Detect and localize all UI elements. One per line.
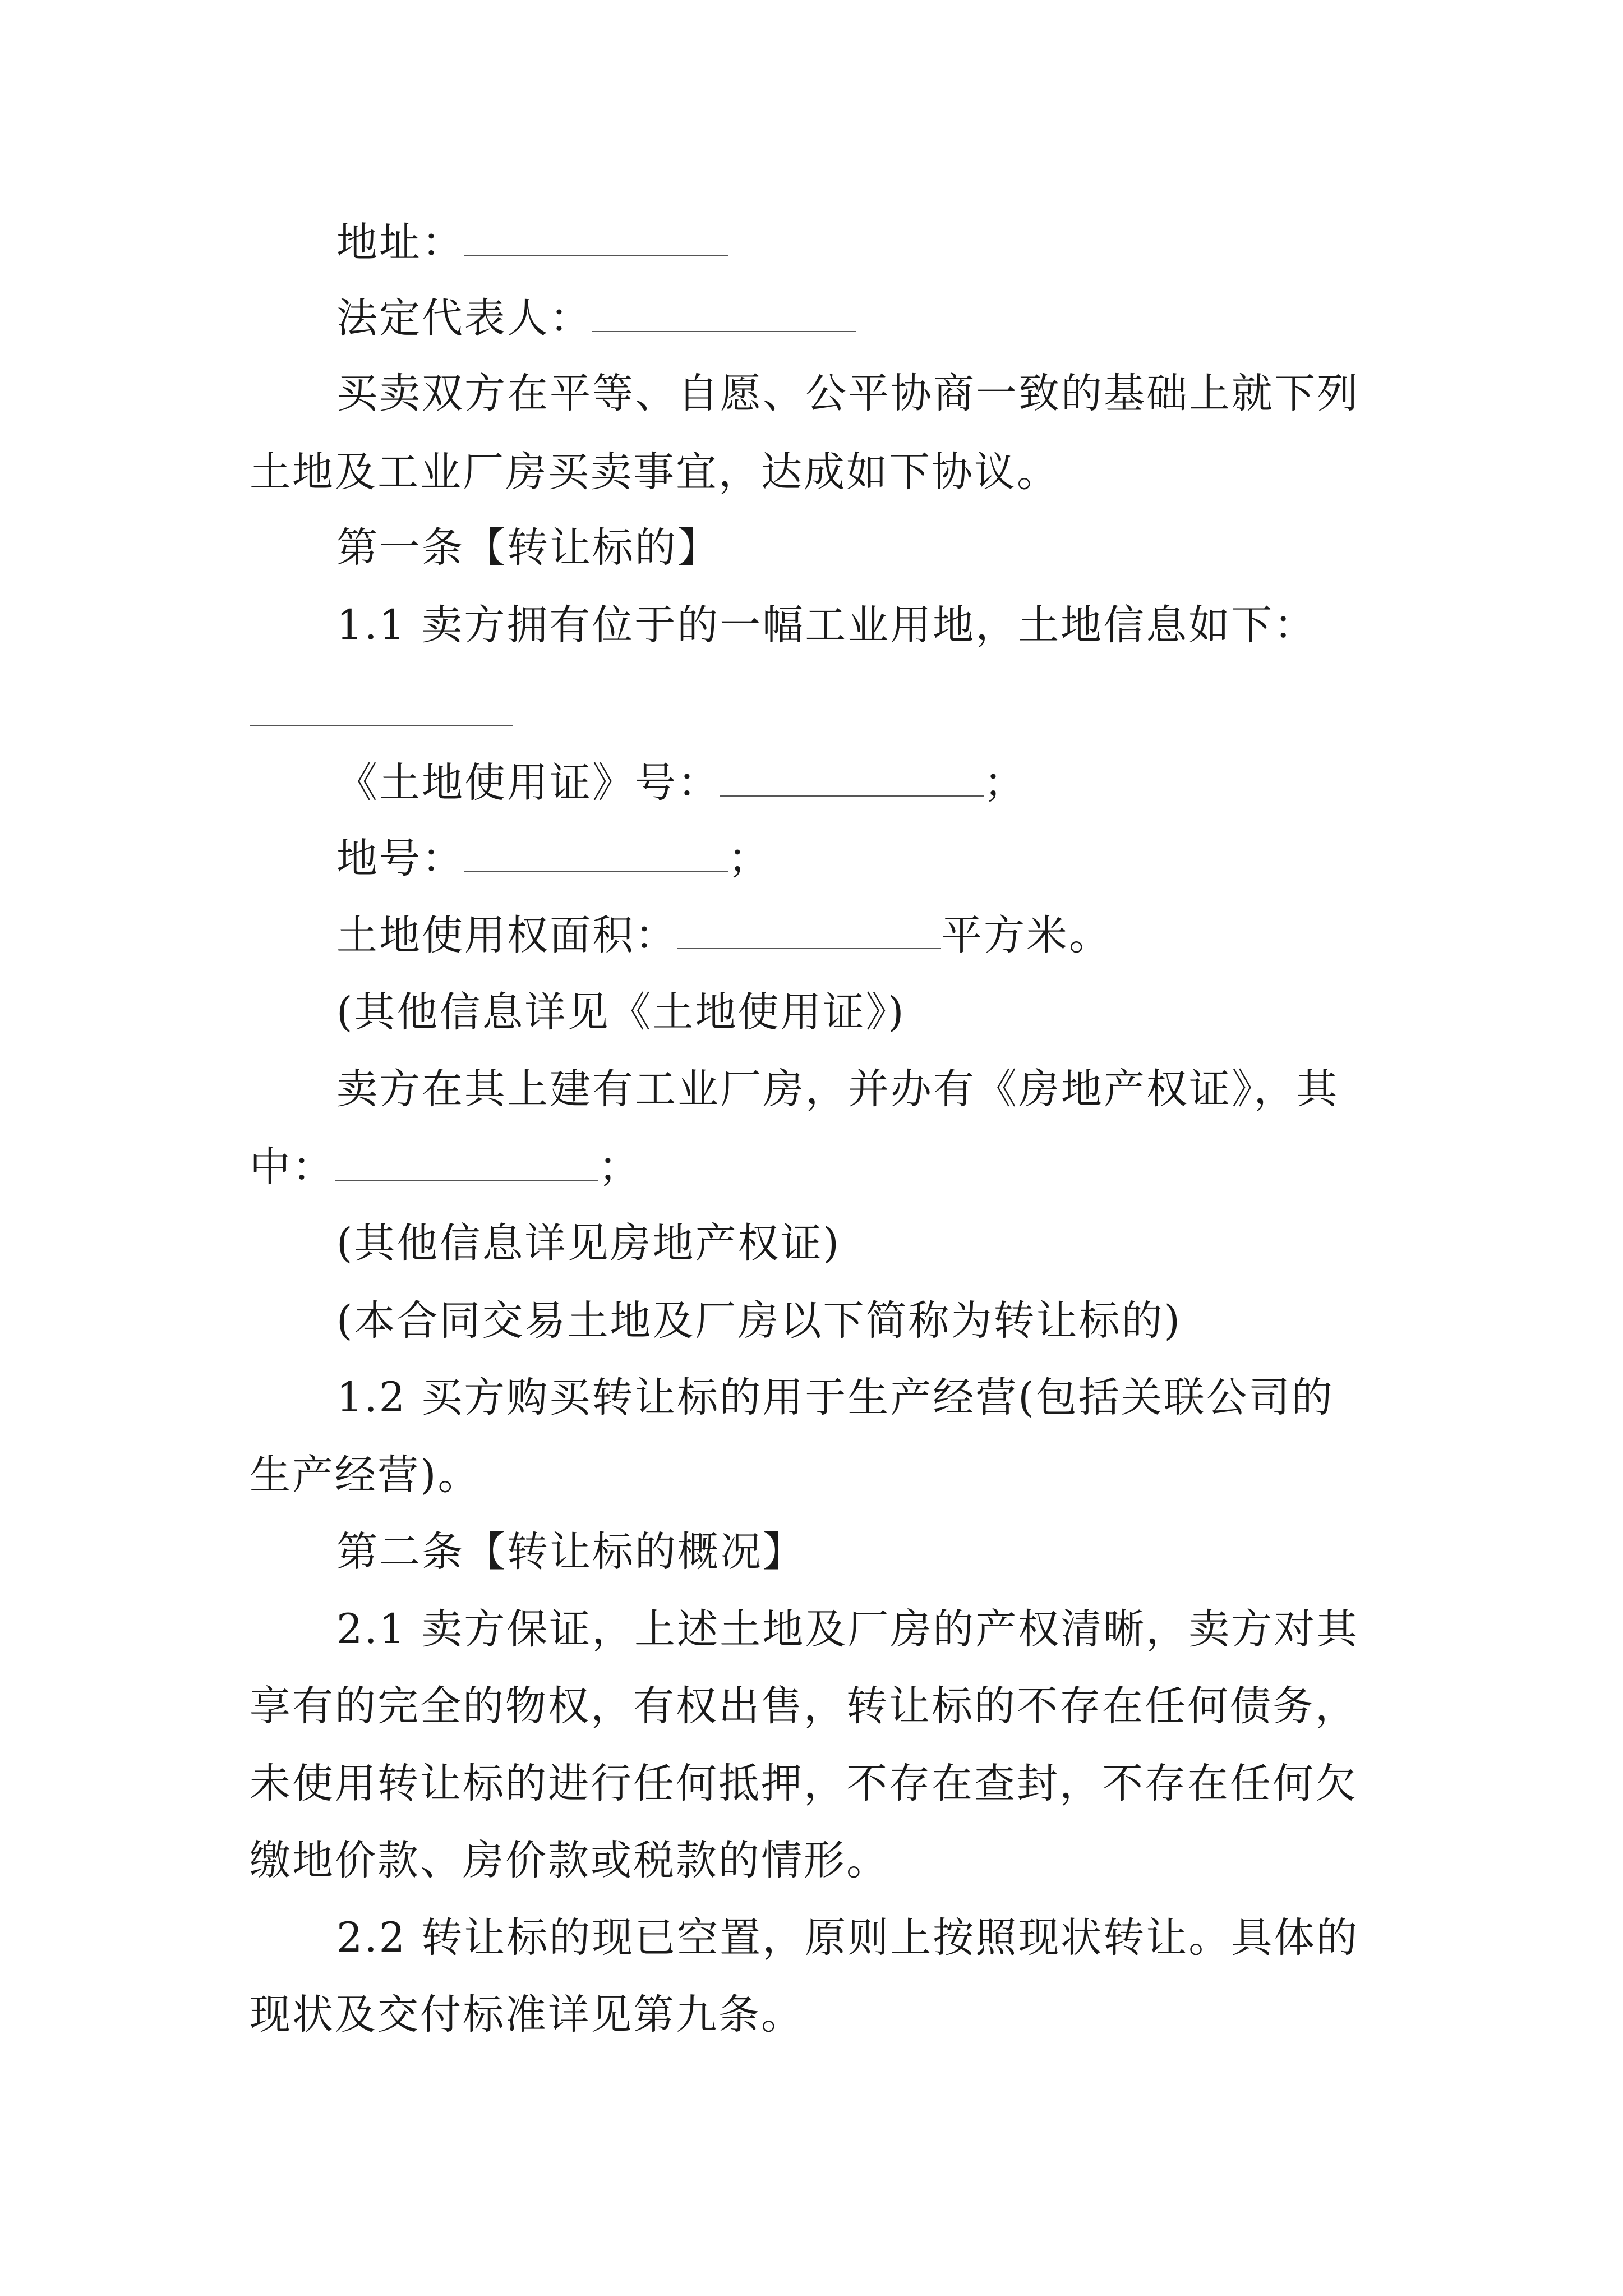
- legal-rep-blank: [592, 297, 856, 332]
- clause-1-2-line-2: 生产经营)。: [250, 1451, 481, 1499]
- land-area-line: [336, 912, 1112, 959]
- factory-line-2: [250, 1143, 641, 1191]
- land-area-label: 土地使用权面积：: [336, 912, 677, 959]
- address-blank: [464, 222, 728, 256]
- intro-line-1: 买卖双方在平等、自愿、公平协商一致的基础上就下列: [336, 370, 1359, 417]
- clause-2-2-line-2: 现状及交付标准详见第九条。: [250, 1991, 804, 2039]
- note-definition: (本合同交易土地及厂房以下简称为转让标的): [336, 1297, 1182, 1345]
- legal-rep-line: [336, 295, 856, 342]
- clause-2-1-line-2: 享有的完全的物权，有权出售，转让标的不存在任何债务，: [250, 1682, 1358, 1730]
- intro-line-2: 土地及工业厂房买卖事宜，达成如下协议。: [250, 448, 1059, 496]
- land-info-blank: [250, 691, 513, 726]
- lot-line: [336, 835, 771, 882]
- note-property-cert: (其他信息详见房地产权证): [336, 1220, 841, 1267]
- clause-1-1: 1.1 卖方拥有位于的一幅工业用地，土地信息如下：: [336, 601, 1317, 649]
- land-cert-semicolon: ；: [984, 759, 1026, 807]
- land-cert-label: 《土地使用证》号：: [336, 759, 720, 807]
- land-area-unit: 平方米。: [941, 912, 1112, 959]
- land-cert-blank: [720, 762, 984, 797]
- factory-blank: [335, 1146, 598, 1181]
- clause-2-2-line-1: 2.2 转让标的现已空置，原则上按照现状转让。具体的: [336, 1914, 1359, 1962]
- lot-semicolon: ；: [728, 835, 771, 882]
- address-line: [336, 219, 728, 266]
- clause-2-1-line-3: 未使用转让标的进行任何抵押，不存在查封，不存在任何欠: [250, 1760, 1358, 1807]
- factory-label: 中：: [250, 1143, 335, 1191]
- lot-blank: [464, 838, 728, 872]
- clause-2-1-line-4: 缴地价款、房价款或税款的情形。: [250, 1837, 889, 1884]
- land-area-blank: [677, 914, 941, 949]
- lot-label: 地号：: [336, 835, 464, 882]
- article-1-heading: 第一条【转让标的】: [336, 524, 720, 572]
- factory-semicolon: ；: [598, 1143, 641, 1191]
- legal-rep-label: 法定代表人：: [336, 295, 592, 342]
- land-cert-line: [336, 759, 1026, 807]
- note-land-cert: (其他信息详见《土地使用证》): [336, 988, 906, 1036]
- clause-2-1-line-1: 2.1 卖方保证，上述土地及厂房的产权清晰，卖方对其: [336, 1605, 1359, 1653]
- factory-line-1: 卖方在其上建有工业厂房，并办有《房地产权证》，其: [336, 1065, 1339, 1113]
- article-2-heading: 第二条【转让标的概况】: [336, 1528, 805, 1576]
- clause-1-2-line-1: 1.2 买方购买转让标的用于生产经营(包括关联公司的: [336, 1374, 1334, 1421]
- address-label: 地址：: [336, 219, 464, 266]
